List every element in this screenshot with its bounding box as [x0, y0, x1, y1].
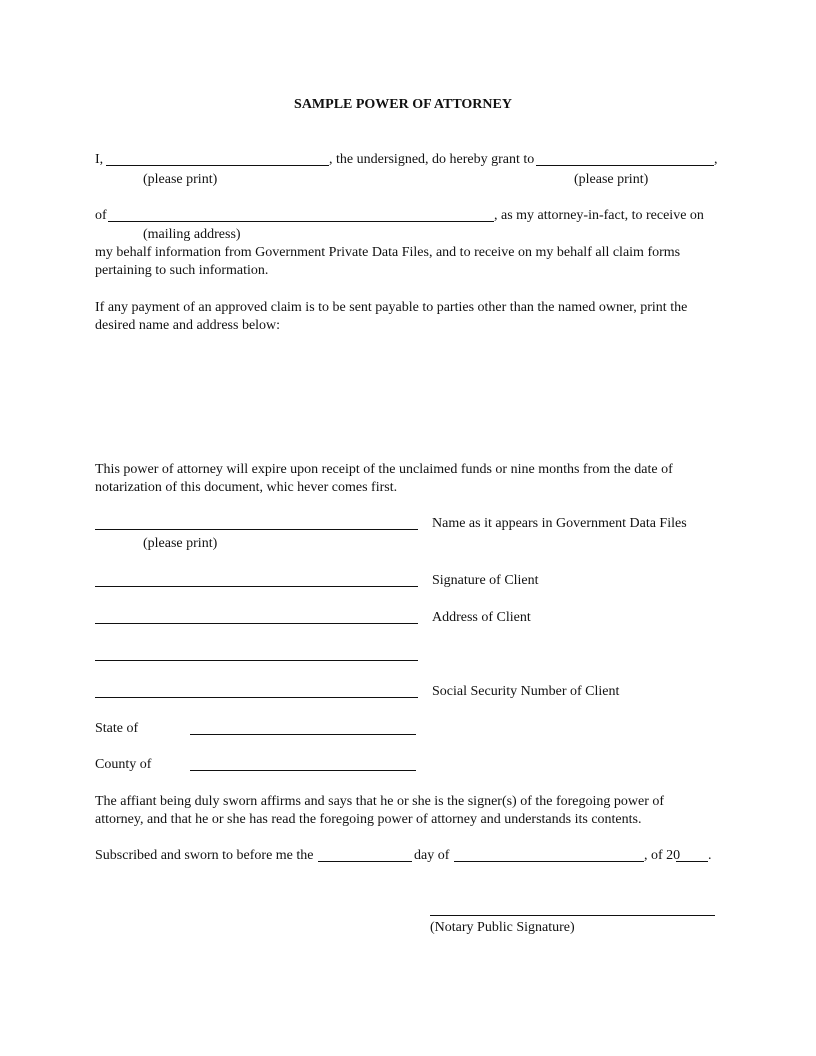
expiry-paragraph-line1: This power of attorney will expire upon receipt of the unclaimed funds or nine months from the date of: [95, 462, 673, 477]
client-ssn-line[interactable]: [95, 697, 418, 698]
attorney-of-label: of: [95, 208, 107, 223]
notary-signature-label: (Notary Public Signature): [430, 920, 575, 935]
attorney-continuation-1: my behalf information from Government Private Data Files, and to receive on my behalf all claim forms: [95, 245, 681, 260]
affidavit-line2: attorney, and that he or she has read the foregoing power of attorney and understands its contents.: [95, 812, 642, 827]
sworn-of-20: , of 20: [644, 848, 681, 863]
notary-signature-line[interactable]: [430, 915, 715, 916]
client-address-line-2[interactable]: [95, 660, 418, 661]
attorney-continuation-2: pertaining to such information.: [95, 263, 269, 278]
county-of-label: County of: [95, 757, 152, 772]
client-address-line-1[interactable]: [95, 623, 418, 624]
client-name-please-print: (please print): [143, 536, 218, 551]
payment-paragraph-line1: If any payment of an approved claim is to be sent payable to parties other than the named owner, print the: [95, 300, 688, 315]
attorney-suffix-text: , as my attorney-in-fact, to receive on: [494, 208, 704, 223]
sworn-day-of: day of: [414, 848, 450, 863]
client-signature-line[interactable]: [95, 586, 418, 587]
sworn-year-line[interactable]: [676, 861, 708, 862]
sworn-prefix: Subscribed and sworn to before me the: [95, 848, 314, 863]
state-of-label: State of: [95, 721, 139, 736]
client-address-label: Address of Client: [432, 610, 531, 625]
expiry-paragraph-line2: notarization of this document, whic hever comes first.: [95, 480, 398, 495]
sworn-period: .: [708, 848, 712, 863]
grantor-name-line[interactable]: [106, 165, 329, 166]
document-title: SAMPLE POWER OF ATTORNEY: [294, 97, 512, 112]
sworn-month-line[interactable]: [454, 861, 644, 862]
client-signature-label: Signature of Client: [432, 573, 539, 588]
grantee-please-print: (please print): [574, 172, 649, 187]
mailing-address-caption: (mailing address): [143, 227, 241, 242]
grantor-please-print: (please print): [143, 172, 218, 187]
affidavit-line1: The affiant being duly sworn affirms and says that he or she is the signer(s) of the foregoing power of: [95, 794, 665, 809]
county-of-line[interactable]: [190, 770, 416, 771]
attorney-address-line[interactable]: [108, 221, 494, 222]
client-name-line[interactable]: [95, 529, 418, 530]
sworn-day-line[interactable]: [318, 861, 412, 862]
payment-paragraph-line2: desired name and address below:: [95, 318, 281, 333]
grant-undersigned-text: , the undersigned, do hereby grant to: [329, 152, 535, 167]
client-name-label: Name as it appears in Government Data Files: [432, 516, 687, 531]
client-ssn-label: Social Security Number of Client: [432, 684, 620, 699]
grant-trailing-comma: ,: [714, 152, 718, 167]
grantee-name-line[interactable]: [536, 165, 714, 166]
state-of-line[interactable]: [190, 734, 416, 735]
grant-i-label: I,: [95, 152, 104, 167]
